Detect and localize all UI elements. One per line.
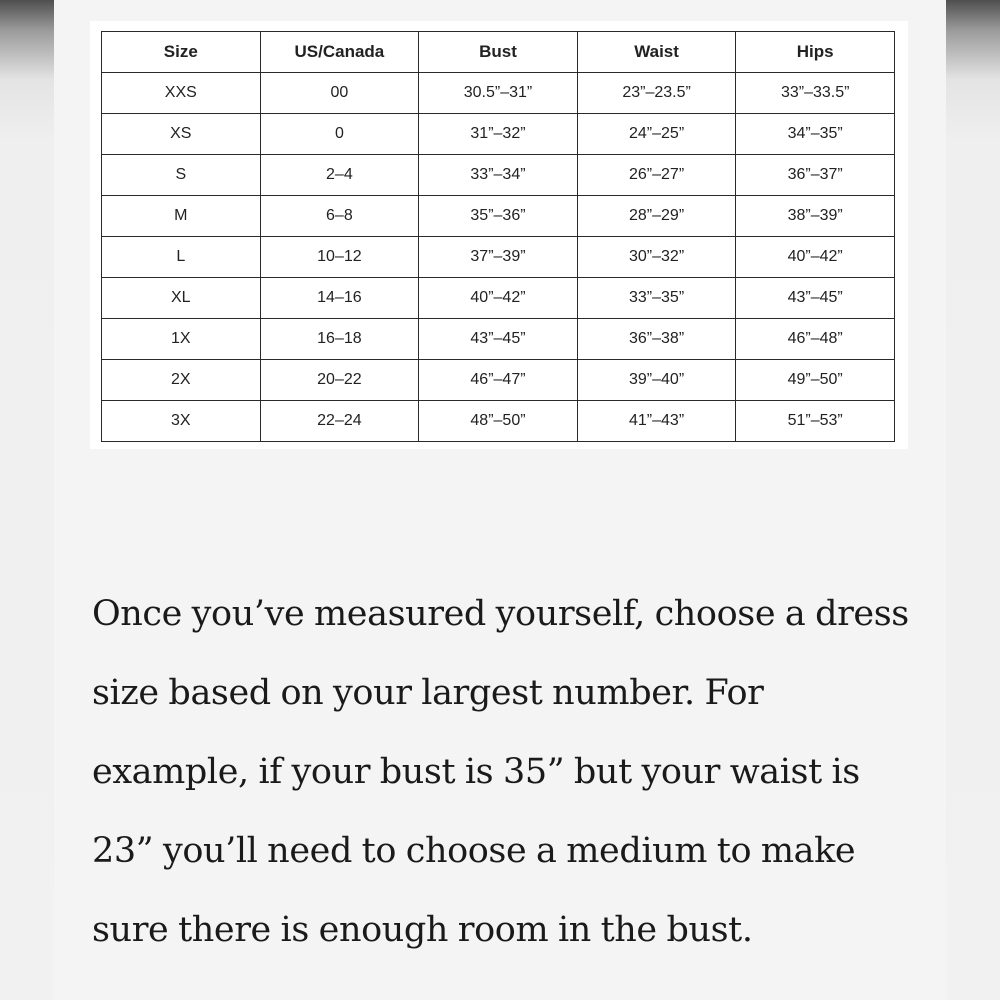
cell-hips: 49”–50”: [736, 360, 895, 401]
cell-bust: 30.5”–31”: [419, 73, 578, 114]
cell-bust: 35”–36”: [419, 196, 578, 237]
cell-waist: 41”–43”: [577, 401, 736, 442]
cell-hips: 33”–33.5”: [736, 73, 895, 114]
cell-bust: 48”–50”: [419, 401, 578, 442]
cell-us-canada: 2–4: [260, 155, 419, 196]
table-row: [102, 401, 895, 442]
header-waist: Waist: [577, 32, 736, 73]
cell-size: 2X: [102, 360, 261, 401]
cell-waist: 33”–35”: [577, 278, 736, 319]
header-hips: Hips: [736, 32, 895, 73]
cell-size: 3X: [102, 401, 261, 442]
table-row: [102, 319, 895, 360]
cell-hips: 36”–37”: [736, 155, 895, 196]
right-shadow-edge: [946, 0, 1000, 1000]
cell-size: M: [102, 196, 261, 237]
cell-hips: 40”–42”: [736, 237, 895, 278]
table-row: [102, 237, 895, 278]
cell-bust: 37”–39”: [419, 237, 578, 278]
cell-us-canada: 0: [260, 114, 419, 155]
cell-waist: 26”–27”: [577, 155, 736, 196]
table-row: [102, 196, 895, 237]
cell-waist: 24”–25”: [577, 114, 736, 155]
cell-us-canada: 10–12: [260, 237, 419, 278]
cell-us-canada: 16–18: [260, 319, 419, 360]
header-size: Size: [102, 32, 261, 73]
cell-bust: 46”–47”: [419, 360, 578, 401]
cell-waist: 28”–29”: [577, 196, 736, 237]
cell-bust: 31”–32”: [419, 114, 578, 155]
cell-size: XL: [102, 278, 261, 319]
cell-us-canada: 6–8: [260, 196, 419, 237]
header-bust: Bust: [419, 32, 578, 73]
cell-size: XS: [102, 114, 261, 155]
table-row: [102, 73, 895, 114]
table-header-row: [102, 32, 895, 73]
size-chart-table: [101, 31, 895, 442]
table-row: [102, 278, 895, 319]
cell-us-canada: 00: [260, 73, 419, 114]
cell-waist: 36”–38”: [577, 319, 736, 360]
cell-us-canada: 20–22: [260, 360, 419, 401]
cell-bust: 40”–42”: [419, 278, 578, 319]
cell-waist: 30”–32”: [577, 237, 736, 278]
table-row: [102, 360, 895, 401]
cell-bust: 43”–45”: [419, 319, 578, 360]
cell-hips: 34”–35”: [736, 114, 895, 155]
cell-waist: 39”–40”: [577, 360, 736, 401]
cell-bust: 33”–34”: [419, 155, 578, 196]
cell-size: S: [102, 155, 261, 196]
cell-hips: 43”–45”: [736, 278, 895, 319]
cell-hips: 46”–48”: [736, 319, 895, 360]
left-shadow-edge: [0, 0, 54, 1000]
table-row: [102, 114, 895, 155]
cell-hips: 51”–53”: [736, 401, 895, 442]
cell-hips: 38”–39”: [736, 196, 895, 237]
table-row: [102, 155, 895, 196]
cell-waist: 23”–23.5”: [577, 73, 736, 114]
cell-size: L: [102, 237, 261, 278]
cell-size: XXS: [102, 73, 261, 114]
cell-size: 1X: [102, 319, 261, 360]
size-chart-image: [90, 21, 908, 449]
cell-us-canada: 14–16: [260, 278, 419, 319]
article-paragraph: Once you’ve measured yourself, choose a dress size based on your largest number. For example, if your bust is 35” but your waist is 23” you’ll need to choose a medium to make sure there is enough room in the bust.: [92, 594, 909, 950]
cell-us-canada: 22–24: [260, 401, 419, 442]
header-us-canada: US/Canada: [260, 32, 419, 73]
